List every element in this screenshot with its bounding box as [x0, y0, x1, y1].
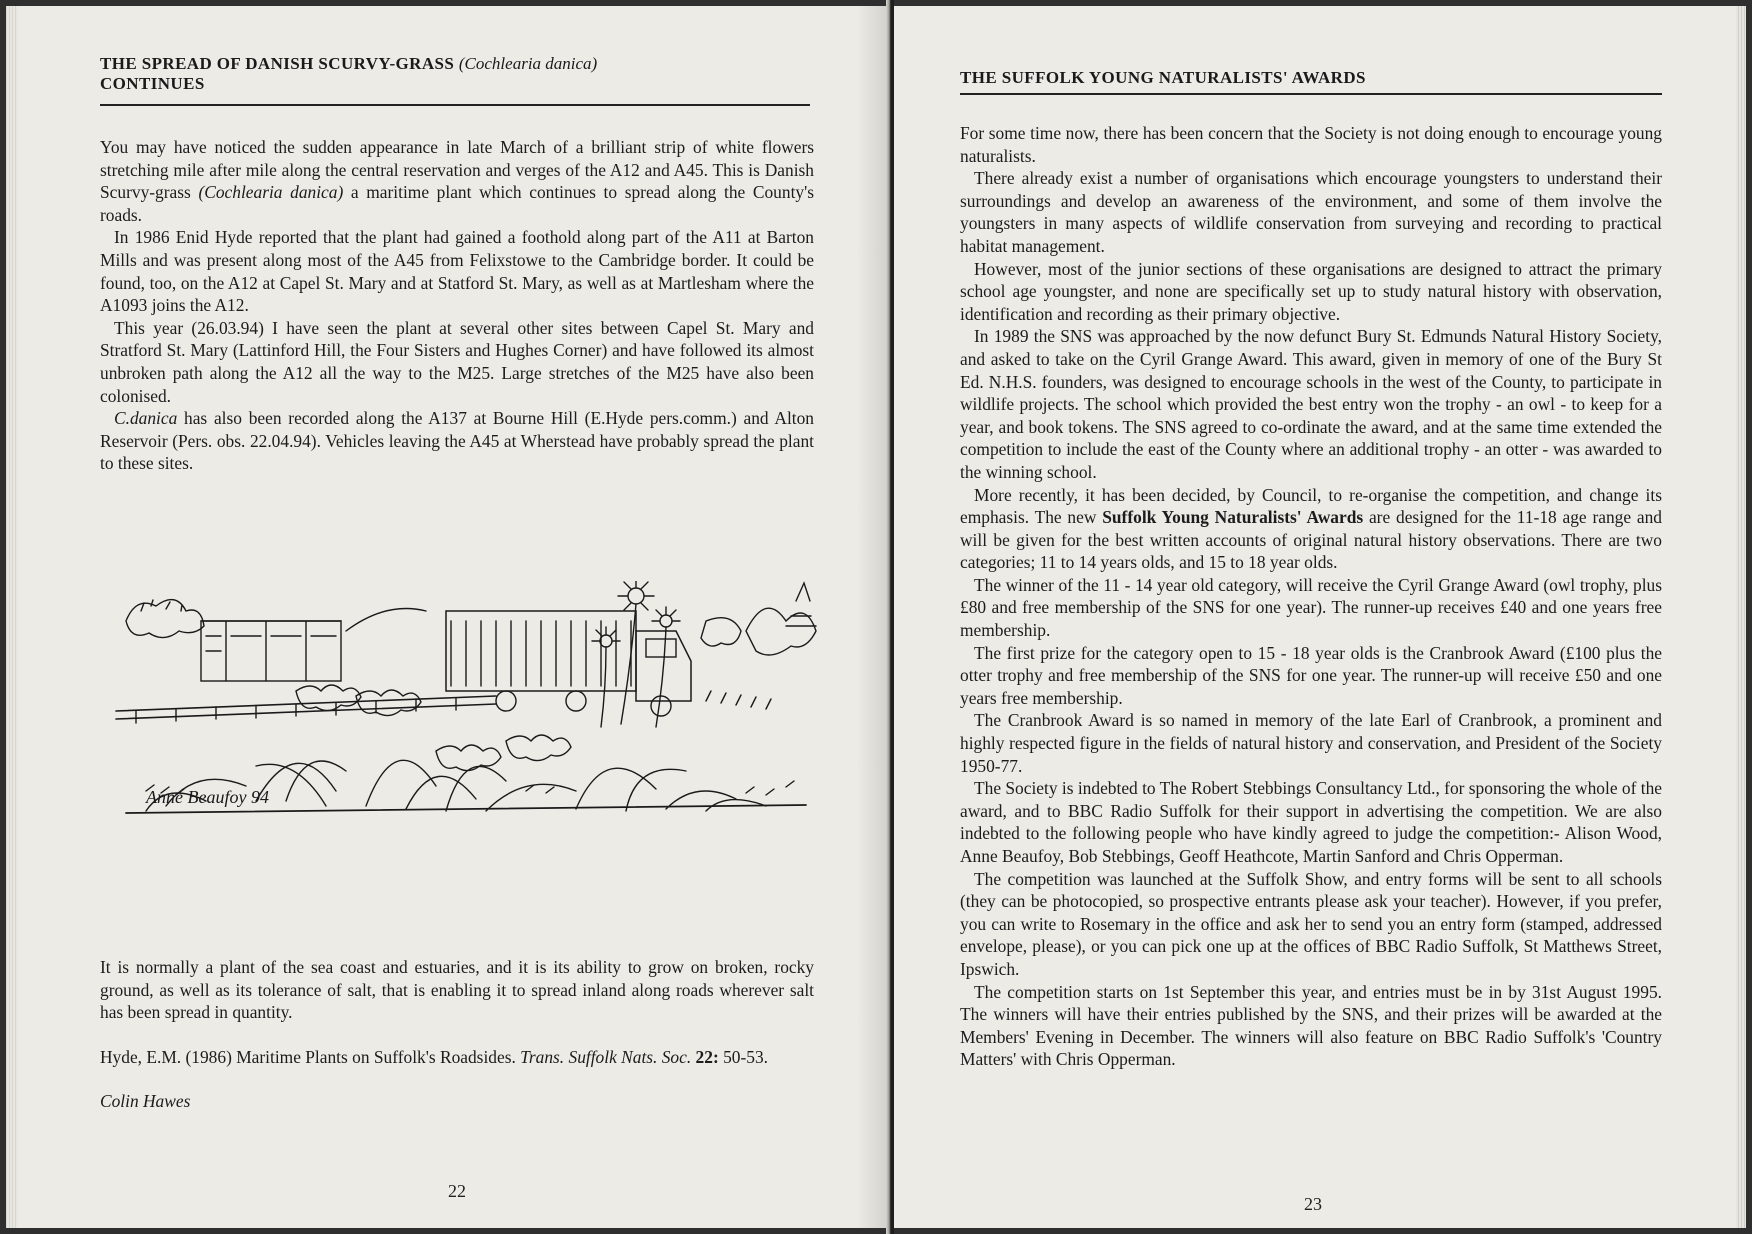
- heading-line1: THE SPREAD OF DANISH SCURVY-GRASS: [100, 54, 459, 73]
- page-number: 23: [1304, 1194, 1322, 1214]
- paragraph: For some time now, there has been concern that the Society is not doing enough to encourage young naturalists.: [960, 123, 1662, 166]
- paragraph: There already exist a number of organisations which encourage youngsters to understand their surroundings and develop an awareness of the environment, and some of them involve the youngsters in many aspects of wildlife conservation from surveying and recording to practical habitat management.: [960, 168, 1662, 256]
- right-page-heading: THE SUFFOLK YOUNG NATURALISTS' AWARDS: [960, 68, 1366, 87]
- reference: Hyde, E.M. (1986) Maritime Plants on Suffolk's Roadsides. Trans. Suffolk Nats. Soc. 22: 50-53.: [100, 1046, 769, 1067]
- left-heading-rule: [100, 104, 810, 106]
- paragraph: The Cranbrook Award is so named in memory of the late Earl of Cranbrook, a prominent and highly respected figure in the fields of natural history and conservation, and President of the Society 1950-77.: [960, 710, 1662, 776]
- paragraph: It is normally a plant of the sea coast and estuaries, and it is its ability to grow on broken, rocky ground, as well as its tolerance of salt, that is enabling it to spread inland along roads wherever salt has been spread in quantity.: [100, 957, 814, 1023]
- heading-latin-name: (Cochlearia danica): [458, 54, 598, 73]
- paragraph: In 1989 the SNS was approached by the now defunct Bury St. Edmunds Natural History Society, and asked to take on the Cyril Grange Award. This award, given in memory of one of the Bury St Ed. N.H.S. founders, was designed to encourage schools in the west of the County, to participate in wildlife projects. The school which provided the best entry won the trophy - an owl - to keep for a year, and book tokens. The SNS agreed to co-ordinate the award, and at the same time extended the competition to include the east of the County where an additional trophy - an otter - was awarded to the winning school.: [960, 326, 1662, 482]
- page-number: 22: [448, 1181, 466, 1201]
- paragraph: The first prize for the category open to 15 - 18 year olds is the Cranbrook Award (£100 plus the otter trophy and free membership of the SNS for one year. The runner-up will receive £50 and one years free membership.: [960, 642, 1662, 708]
- right-heading-rule: [960, 93, 1662, 95]
- book-gutter: [886, 0, 894, 1234]
- paragraph: More recently, it has been decided, by Council, to re-organise the competition, and change its emphasis. The new Suffolk Young Naturalists' Awards are designed for the 11-18 age range and will be given for the best written accounts of original natural history observations. There are two categories; 11 to 14 years olds, and 15 to 18 year olds.: [960, 484, 1663, 573]
- paragraph: The competition was launched at the Suffolk Show, and entry forms will be sent to all schools (they can be photocopied, so prospective entrants please ask your teacher). However, if you prefer, you can write to Rosemary in the office and ask her to send you an entry form (stamped, addressed envelope, please), or you can pick one up at the offices of BBC Radio Suffolk, St Matthews Street, Ipswich.: [960, 868, 1662, 979]
- paragraph: The competition starts on 1st September this year, and entries must be in by 31st August 1995. The winners will have their entries published by the SNS, and their prizes will be awarded at the Members' Evening in December. The winners will also feature on BBC Radio Suffolk's 'Country Matters' with Chris Opperman.: [960, 981, 1662, 1070]
- paragraph: In 1986 Enid Hyde reported that the plant had gained a foothold along part of the A11 at Barton Mills and was present along most of the A45 from Felixstowe to the Cambridge border. It could be found, too, on the A12 at Capel St. Mary and at Statford St. Mary, as well as at Martlesham where the A1093 joins the A12.: [100, 227, 814, 316]
- illustration-signature: Anne Beaufoy 94: [146, 787, 269, 807]
- right-page: [894, 6, 1746, 1228]
- paragraph: This year (26.03.94) I have seen the plant at several other sites between Capel St. Mary and Stratford St. Mary (Lattinford Hill, the Four Sisters and Hughes Corner) and have followed its almost unbroken path along the A12 all the way to the M25. Large stretches of the M25 have also been colonised.: [100, 317, 814, 406]
- paragraph: You may have noticed the sudden appearance in late March of a brilliant strip of white flowers stretching mile after mile along the central reservation and verges of the A12 and A45. This is Danish Scurvy-grass (Cochlearia danica) a maritime plant which continues to spread along the County's roads.: [100, 137, 815, 225]
- paragraph: C.danica has also been recorded along the A137 at Bourne Hill (E.Hyde pers.comm.) and Alton Reservoir (Pers. obs. 22.04.94). Vehicles leaving the A45 at Wherstead have probably spread the plant to these sites.: [100, 408, 814, 474]
- author-credit: Colin Hawes: [100, 1091, 191, 1112]
- left-page-heading: [100, 54, 800, 94]
- left-page: [6, 6, 886, 1228]
- paragraph: However, most of the junior sections of these organisations are designed to attract the primary school age youngster, and none are specifically set up to study natural history with observation, identification and recording as their primary objective.: [960, 258, 1662, 324]
- roadside-illustration: [106, 581, 841, 821]
- heading-line2: CONTINUES: [100, 74, 205, 93]
- left-article-body-continued: [100, 956, 814, 1113]
- left-article-body: [100, 136, 814, 475]
- right-article-body: [960, 122, 1662, 1071]
- paragraph: The winner of the 11 - 14 year old category, will receive the Cyril Grange Award (owl trophy, plus £80 and free membership of the SNS for one year). The runner-up receives £40 and one years free membership.: [960, 574, 1662, 641]
- paragraph: The Society is indebted to The Robert Stebbings Consultancy Ltd., for sponsoring the whole of the award, and to BBC Radio Suffolk for their support in advertising the competition. We are also indebted to the following people who have kindly agreed to judge the competition:- Alison Wood, Anne Beaufoy, Bob Stebbings, Geoff Heathcote, Martin Sanford and Chris Opperman.: [960, 778, 1662, 866]
